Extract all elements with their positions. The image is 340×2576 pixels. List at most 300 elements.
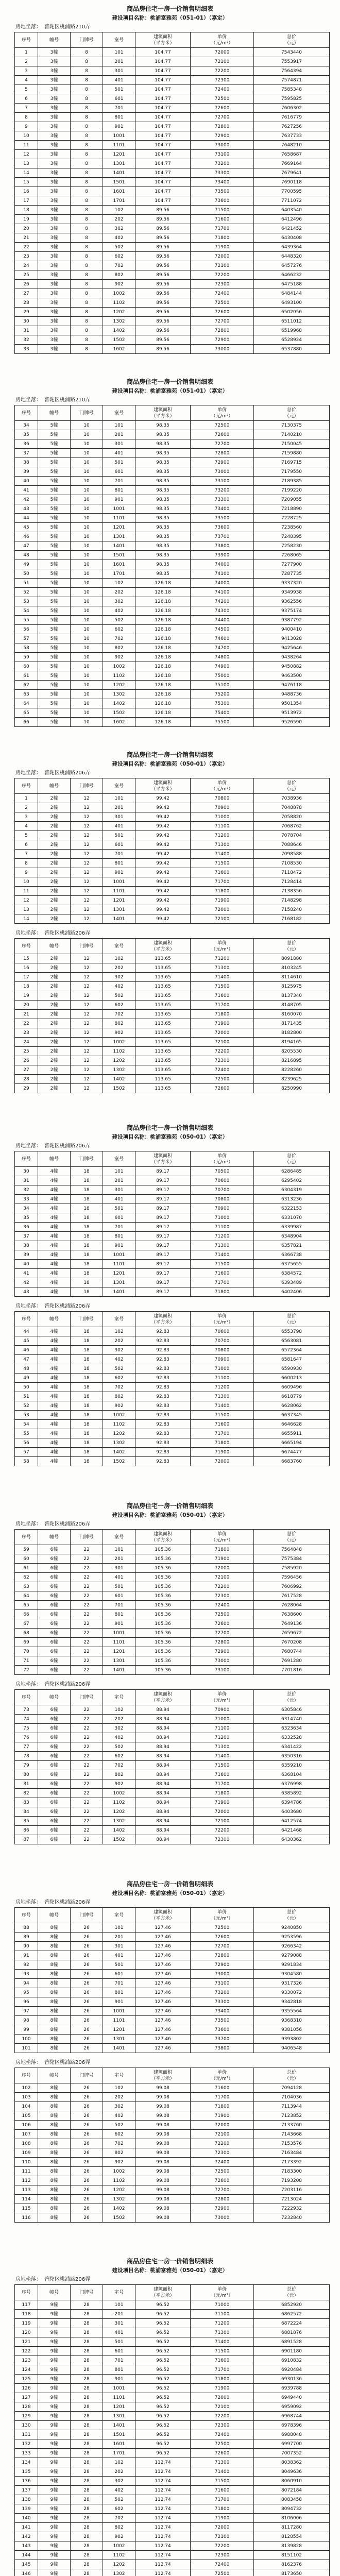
table-row bbox=[15, 2384, 330, 2393]
total-price-cell: 9501354 bbox=[254, 699, 330, 708]
table-row bbox=[15, 588, 330, 597]
table-row bbox=[15, 2167, 330, 2176]
price-list-block bbox=[0, 1501, 340, 1844]
price-table bbox=[14, 778, 330, 924]
total-price-cell: 6466232 bbox=[254, 270, 330, 280]
door-number-cell: 8 bbox=[71, 141, 103, 150]
serial-number-cell: 113 bbox=[15, 2185, 38, 2195]
building-number-cell: 9幢 bbox=[38, 2439, 71, 2449]
serial-number-cell: 126 bbox=[15, 2384, 38, 2393]
building-number-cell: 2幢 bbox=[38, 850, 71, 859]
table-row bbox=[15, 1942, 330, 1951]
building-number-cell: 2幢 bbox=[38, 1056, 71, 1065]
building-number-cell: 9幢 bbox=[38, 2486, 71, 2495]
floor-area-cell: 96.52 bbox=[135, 2430, 191, 2439]
total-price-cell: 9337320 bbox=[254, 579, 330, 588]
serial-number-cell: 50 bbox=[15, 569, 38, 579]
table-row bbox=[15, 1997, 330, 2007]
floor-area-cell: 99.08 bbox=[135, 2167, 191, 2176]
table-row bbox=[15, 1213, 330, 1223]
total-price-cell: 7007352 bbox=[254, 2449, 330, 2458]
room-number-cell: 401 bbox=[103, 2328, 135, 2337]
serial-number-cell: 8 bbox=[15, 859, 38, 868]
building-number-cell: 8幢 bbox=[38, 1970, 71, 1979]
floor-area-cell: 89.17 bbox=[135, 1250, 191, 1260]
table-row bbox=[15, 1960, 330, 1970]
room-number-cell: 401 bbox=[103, 1195, 135, 1204]
room-number-cell: 1301 bbox=[103, 905, 135, 914]
building-number-cell: 3幢 bbox=[38, 215, 71, 224]
door-number-cell: 10 bbox=[71, 671, 103, 681]
unit-price-cell: 72000 bbox=[191, 905, 254, 914]
total-price-cell: 9362556 bbox=[254, 597, 330, 606]
serial-number-cell: 16 bbox=[15, 963, 38, 973]
location-value: 普陀区桃浦路206弄 bbox=[44, 2060, 91, 2065]
unit-price-cell: 71600 bbox=[191, 215, 254, 224]
door-number-cell: 8 bbox=[71, 308, 103, 317]
table-row bbox=[15, 1610, 330, 1619]
serial-number-cell: 105 bbox=[15, 2111, 38, 2121]
column-header: 建筑面积 （平方米） bbox=[135, 2068, 191, 2083]
table-row bbox=[15, 1195, 330, 1204]
table-body bbox=[15, 794, 330, 924]
door-number-cell: 18 bbox=[71, 1278, 103, 1287]
floor-area-cell: 96.52 bbox=[135, 2319, 191, 2328]
building-number-cell: 4幢 bbox=[38, 1346, 71, 1355]
total-price-cell: 8117280 bbox=[254, 2523, 330, 2532]
room-number-cell: 201 bbox=[103, 2310, 135, 2319]
floor-area-cell: 92.83 bbox=[135, 1383, 191, 1392]
serial-number-cell: 25 bbox=[15, 270, 38, 280]
floor-area-cell: 96.52 bbox=[135, 2384, 191, 2393]
table-header bbox=[15, 2068, 330, 2083]
building-number-cell: 5幢 bbox=[38, 541, 71, 551]
column-header: 建筑面积 （平方米） bbox=[135, 1530, 191, 1545]
building-number-cell: 6幢 bbox=[38, 1647, 71, 1656]
building-number-cell: 2幢 bbox=[38, 822, 71, 831]
floor-area-cell: 99.08 bbox=[135, 2111, 191, 2121]
table-row bbox=[15, 523, 330, 532]
door-number-cell: 10 bbox=[71, 523, 103, 532]
floor-area-cell: 89.17 bbox=[135, 1232, 191, 1241]
table-row bbox=[15, 421, 330, 430]
serial-number-cell: 50 bbox=[15, 1383, 38, 1392]
floor-area-cell: 89.56 bbox=[135, 289, 191, 298]
serial-number-cell: 1 bbox=[15, 794, 38, 803]
header-row bbox=[15, 939, 330, 954]
serial-number-cell: 2 bbox=[15, 57, 38, 66]
door-number-cell: 26 bbox=[71, 2121, 103, 2130]
building-number-cell: 6幢 bbox=[38, 1798, 71, 1807]
building-number-cell: 2幢 bbox=[38, 859, 71, 868]
door-number-cell: 28 bbox=[71, 2467, 103, 2477]
total-price-cell: 7133760 bbox=[254, 2121, 330, 2130]
floor-area-cell: 126.18 bbox=[135, 653, 191, 662]
room-number-cell: 502 bbox=[103, 2121, 135, 2130]
price-table bbox=[14, 1907, 330, 2053]
serial-number-cell: 38 bbox=[15, 458, 38, 467]
door-number-cell: 8 bbox=[71, 206, 103, 215]
table-row bbox=[15, 1601, 330, 1610]
room-number-cell: 1301 bbox=[103, 1278, 135, 1287]
unit-price-cell: 72200 bbox=[191, 2139, 254, 2148]
table-row bbox=[15, 2310, 330, 2319]
table-header bbox=[15, 778, 330, 794]
unit-price-cell: 71600 bbox=[191, 2356, 254, 2365]
column-header: 总价 （元） bbox=[254, 778, 330, 794]
floor-area-cell: 113.65 bbox=[135, 954, 191, 963]
unit-price-cell: 71600 bbox=[191, 1770, 254, 1780]
floor-area-cell: 104.77 bbox=[135, 66, 191, 76]
table-row bbox=[15, 896, 330, 905]
building-number-cell: 8幢 bbox=[38, 1988, 71, 1997]
serial-number-cell: 65 bbox=[15, 1601, 38, 1610]
total-price-cell: 6359210 bbox=[254, 1761, 330, 1770]
total-price-cell: 7148298 bbox=[254, 896, 330, 905]
total-price-cell: 7258230 bbox=[254, 541, 330, 551]
table-row bbox=[15, 141, 330, 150]
table-row bbox=[15, 1185, 330, 1195]
floor-area-cell: 99.08 bbox=[135, 2148, 191, 2158]
door-number-cell: 22 bbox=[71, 1638, 103, 1647]
table-row bbox=[15, 335, 330, 345]
building-number-cell: 3幢 bbox=[38, 280, 71, 289]
total-price-cell: 7564394 bbox=[254, 66, 330, 76]
room-number-cell: 802 bbox=[103, 2148, 135, 2158]
column-header: 单价 （元/m²） bbox=[191, 32, 254, 48]
room-number-cell: 602 bbox=[103, 2504, 135, 2514]
serial-number-cell: 6 bbox=[15, 94, 38, 104]
header-row bbox=[15, 2285, 330, 2300]
door-number-cell: 10 bbox=[71, 514, 103, 523]
serial-number-cell: 51 bbox=[15, 1392, 38, 1401]
unit-price-cell: 73700 bbox=[191, 2035, 254, 2044]
table-row bbox=[15, 1336, 330, 1346]
floor-area-cell: 88.94 bbox=[135, 1715, 191, 1724]
building-number-cell: 3幢 bbox=[38, 131, 71, 141]
serial-number-cell: 40 bbox=[15, 1260, 38, 1269]
room-number-cell: 1401 bbox=[103, 1287, 135, 1297]
total-price-cell: 9400410 bbox=[254, 625, 330, 634]
unit-price-cell: 71700 bbox=[191, 1278, 254, 1287]
floor-area-cell: 105.36 bbox=[135, 1582, 191, 1591]
floor-area-cell: 96.52 bbox=[135, 2310, 191, 2319]
building-number-cell: 6幢 bbox=[38, 1705, 71, 1715]
table-row bbox=[15, 1392, 330, 1401]
serial-number-cell: 82 bbox=[15, 1789, 38, 1798]
total-price-cell: 7222932 bbox=[254, 2204, 330, 2213]
serial-number-cell: 80 bbox=[15, 1770, 38, 1780]
building-number-cell: 4幢 bbox=[38, 1411, 71, 1420]
room-number-cell: 1102 bbox=[103, 298, 135, 308]
serial-number-cell: 60 bbox=[15, 1554, 38, 1564]
serial-number-cell: 131 bbox=[15, 2430, 38, 2439]
building-number-cell: 5幢 bbox=[38, 486, 71, 495]
serial-number-cell: 52 bbox=[15, 588, 38, 597]
table-row bbox=[15, 2007, 330, 2016]
floor-area-cell: 104.77 bbox=[135, 57, 191, 66]
door-number-cell: 26 bbox=[71, 2176, 103, 2185]
floor-area-cell: 112.74 bbox=[135, 2541, 191, 2551]
room-number-cell: 1301 bbox=[103, 159, 135, 168]
unit-price-cell: 72900 bbox=[191, 131, 254, 141]
serial-number-cell: 41 bbox=[15, 1269, 38, 1278]
table-row bbox=[15, 1789, 330, 1798]
header-row bbox=[15, 1151, 330, 1167]
building-number-cell: 2幢 bbox=[38, 868, 71, 877]
serial-number-cell: 122 bbox=[15, 2347, 38, 2356]
location-line bbox=[0, 1302, 340, 1311]
building-number-cell: 9幢 bbox=[38, 2532, 71, 2541]
building-number-cell: 2幢 bbox=[38, 1084, 71, 1093]
floor-area-cell: 113.65 bbox=[135, 1028, 191, 1038]
floor-area-cell: 104.77 bbox=[135, 196, 191, 206]
door-number-cell: 28 bbox=[71, 2337, 103, 2347]
unit-price-cell: 72300 bbox=[191, 1591, 254, 1601]
building-number-cell: 8幢 bbox=[38, 2093, 71, 2102]
building-number-cell: 3幢 bbox=[38, 150, 71, 159]
serial-number-cell: 42 bbox=[15, 1278, 38, 1287]
room-number-cell: 701 bbox=[103, 1601, 135, 1610]
building-number-cell: 4幢 bbox=[38, 1204, 71, 1213]
document-title: 商品房住宅一房一价销售明细表 bbox=[126, 378, 213, 385]
total-price-cell: 7596456 bbox=[254, 1573, 330, 1582]
door-number-cell: 18 bbox=[71, 1213, 103, 1223]
unit-price-cell: 72400 bbox=[191, 289, 254, 298]
total-price-cell: 9279088 bbox=[254, 1951, 330, 1960]
column-header: 建筑面积 （平方米） bbox=[135, 1312, 191, 1327]
door-number-cell: 28 bbox=[71, 2365, 103, 2375]
serial-number-cell: 93 bbox=[15, 1970, 38, 1979]
table-header bbox=[15, 1690, 330, 1705]
location-line bbox=[0, 23, 340, 32]
unit-price-cell: 72000 bbox=[191, 1807, 254, 1817]
floor-area-cell: 113.65 bbox=[135, 973, 191, 982]
column-header: 门牌号 bbox=[71, 939, 103, 954]
total-price-cell: 7203116 bbox=[254, 2185, 330, 2195]
floor-area-cell: 105.36 bbox=[135, 1610, 191, 1619]
table-row bbox=[15, 345, 330, 354]
building-number-cell: 3幢 bbox=[38, 113, 71, 122]
building-number-cell: 3幢 bbox=[38, 335, 71, 345]
door-number-cell: 8 bbox=[71, 168, 103, 178]
column-header: 室号 bbox=[103, 2285, 135, 2300]
door-number-cell: 28 bbox=[71, 2384, 103, 2393]
building-number-cell: 4幢 bbox=[38, 1287, 71, 1297]
room-number-cell: 1402 bbox=[103, 699, 135, 708]
column-header: 单价 （元/m²） bbox=[191, 1530, 254, 1545]
door-number-cell: 26 bbox=[71, 2204, 103, 2213]
unit-price-cell: 71600 bbox=[191, 868, 254, 877]
room-number-cell: 501 bbox=[103, 1582, 135, 1591]
column-header: 建筑面积 （平方米） bbox=[135, 1908, 191, 1923]
building-number-cell: 3幢 bbox=[38, 345, 71, 354]
total-price-cell: 7232840 bbox=[254, 2213, 330, 2223]
room-number-cell: 202 bbox=[103, 1336, 135, 1346]
floor-area-cell: 89.17 bbox=[135, 1167, 191, 1176]
door-number-cell: 26 bbox=[71, 1933, 103, 1942]
total-price-cell: 6881876 bbox=[254, 2328, 330, 2337]
serial-number-cell: 135 bbox=[15, 2467, 38, 2477]
table-row bbox=[15, 690, 330, 699]
door-number-cell: 8 bbox=[71, 159, 103, 168]
serial-number-cell: 15 bbox=[15, 954, 38, 963]
table-row bbox=[15, 1761, 330, 1770]
unit-price-cell: 73400 bbox=[191, 504, 254, 514]
unit-price-cell: 72900 bbox=[191, 1960, 254, 1970]
room-number-cell: 601 bbox=[103, 840, 135, 850]
room-number-cell: 301 bbox=[103, 66, 135, 76]
unit-price-cell: 72500 bbox=[191, 1923, 254, 1933]
unit-price-cell: 71300 bbox=[191, 2328, 254, 2337]
room-number-cell: 801 bbox=[103, 859, 135, 868]
unit-price-cell: 71700 bbox=[191, 2093, 254, 2102]
door-number-cell: 8 bbox=[71, 76, 103, 85]
floor-area-cell: 89.56 bbox=[135, 224, 191, 233]
table-row bbox=[15, 718, 330, 727]
serial-number-cell: 12 bbox=[15, 896, 38, 905]
unit-price-cell: 70900 bbox=[191, 1705, 254, 1715]
table-row bbox=[15, 159, 330, 168]
building-number-cell: 3幢 bbox=[38, 159, 71, 168]
floor-area-cell: 99.42 bbox=[135, 840, 191, 850]
serial-number-cell: 53 bbox=[15, 597, 38, 606]
table-row bbox=[15, 2430, 330, 2439]
table-row bbox=[15, 708, 330, 718]
room-number-cell: 601 bbox=[103, 1591, 135, 1601]
room-number-cell: 501 bbox=[103, 1204, 135, 1213]
unit-price-cell: 72100 bbox=[191, 1038, 254, 1047]
room-number-cell: 702 bbox=[103, 261, 135, 270]
building-number-cell: 5幢 bbox=[38, 439, 71, 449]
unit-price-cell: 70800 bbox=[191, 794, 254, 803]
door-number-cell: 12 bbox=[71, 954, 103, 963]
door-number-cell: 26 bbox=[71, 2167, 103, 2176]
building-number-cell: 9幢 bbox=[38, 2347, 71, 2356]
total-price-cell: 8091880 bbox=[254, 954, 330, 963]
unit-price-cell: 72500 bbox=[191, 421, 254, 430]
door-number-cell: 8 bbox=[71, 335, 103, 345]
floor-area-cell: 89.17 bbox=[135, 1269, 191, 1278]
building-number-cell: 6幢 bbox=[38, 1780, 71, 1789]
table-row bbox=[15, 1364, 330, 1374]
building-number-cell: 2幢 bbox=[38, 1028, 71, 1038]
door-number-cell: 8 bbox=[71, 94, 103, 104]
building-number-cell: 3幢 bbox=[38, 308, 71, 317]
door-number-cell: 26 bbox=[71, 2007, 103, 2016]
floor-area-cell: 89.56 bbox=[135, 252, 191, 261]
unit-price-cell: 71800 bbox=[191, 1010, 254, 1019]
unit-price-cell: 72800 bbox=[191, 449, 254, 458]
serial-number-cell: 29 bbox=[15, 1084, 38, 1093]
door-number-cell: 18 bbox=[71, 1429, 103, 1438]
serial-number-cell: 75 bbox=[15, 1724, 38, 1733]
room-number-cell: 501 bbox=[103, 458, 135, 467]
column-header: 序号 bbox=[15, 1908, 38, 1923]
unit-price-cell: 72400 bbox=[191, 2158, 254, 2167]
building-number-cell: 8幢 bbox=[38, 2204, 71, 2213]
room-number-cell: 102 bbox=[103, 579, 135, 588]
floor-area-cell: 126.18 bbox=[135, 662, 191, 671]
floor-area-cell: 89.17 bbox=[135, 1204, 191, 1213]
total-price-cell: 7173392 bbox=[254, 2158, 330, 2167]
column-header: 总价 （元） bbox=[254, 405, 330, 421]
building-number-cell: 8幢 bbox=[38, 2025, 71, 2035]
table-row bbox=[15, 532, 330, 541]
table-row bbox=[15, 150, 330, 159]
floor-area-cell: 127.46 bbox=[135, 2035, 191, 2044]
room-number-cell: 701 bbox=[103, 850, 135, 859]
table-row bbox=[15, 2402, 330, 2412]
unit-price-cell: 74000 bbox=[191, 560, 254, 569]
building-number-cell: 4幢 bbox=[38, 1269, 71, 1278]
door-number-cell: 8 bbox=[71, 233, 103, 243]
total-price-cell: 7104036 bbox=[254, 2093, 330, 2102]
door-number-cell: 12 bbox=[71, 794, 103, 803]
total-price-cell: 6448320 bbox=[254, 252, 330, 261]
door-number-cell: 8 bbox=[71, 280, 103, 289]
table-header bbox=[15, 1312, 330, 1327]
door-number-cell: 12 bbox=[71, 840, 103, 850]
table-row bbox=[15, 2195, 330, 2204]
serial-number-cell: 27 bbox=[15, 289, 38, 298]
building-number-cell: 6幢 bbox=[38, 1610, 71, 1619]
floor-area-cell: 112.74 bbox=[135, 2458, 191, 2467]
table-row bbox=[15, 1554, 330, 1564]
building-number-cell: 8幢 bbox=[38, 2185, 71, 2195]
door-number-cell: 26 bbox=[71, 2139, 103, 2148]
table-row bbox=[15, 2541, 330, 2551]
total-price-cell: 7143668 bbox=[254, 2130, 330, 2139]
table-row bbox=[15, 2356, 330, 2365]
room-number-cell: 701 bbox=[103, 2356, 135, 2365]
total-price-cell: 9450882 bbox=[254, 662, 330, 671]
location-label: 房地坐落： bbox=[15, 1521, 41, 1527]
serial-number-cell: 36 bbox=[15, 1223, 38, 1232]
total-price-cell: 6930136 bbox=[254, 2375, 330, 2384]
table-row bbox=[15, 252, 330, 261]
location-line bbox=[0, 1142, 340, 1151]
room-number-cell: 901 bbox=[103, 2375, 135, 2384]
total-price-cell: 9488736 bbox=[254, 690, 330, 699]
room-number-cell: 501 bbox=[103, 2337, 135, 2347]
floor-area-cell: 104.77 bbox=[135, 76, 191, 85]
table-row bbox=[15, 905, 330, 914]
door-number-cell: 8 bbox=[71, 104, 103, 113]
door-number-cell: 26 bbox=[71, 2111, 103, 2121]
column-header: 总价 （元） bbox=[254, 32, 330, 48]
floor-area-cell: 127.46 bbox=[135, 2025, 191, 2035]
door-number-cell: 12 bbox=[71, 973, 103, 982]
serial-number-cell: 34 bbox=[15, 421, 38, 430]
building-number-cell: 8幢 bbox=[38, 2007, 71, 2016]
total-price-cell: 7169715 bbox=[254, 458, 330, 467]
unit-price-cell: 71900 bbox=[191, 2111, 254, 2121]
serial-number-cell: 119 bbox=[15, 2319, 38, 2328]
serial-number-cell: 56 bbox=[15, 625, 38, 634]
building-number-cell: 8幢 bbox=[38, 1923, 71, 1933]
door-number-cell: 10 bbox=[71, 681, 103, 690]
serial-number-cell: 23 bbox=[15, 252, 38, 261]
unit-price-cell: 72100 bbox=[191, 1573, 254, 1582]
unit-price-cell: 72500 bbox=[191, 1075, 254, 1084]
building-number-cell: 5幢 bbox=[38, 606, 71, 616]
unit-price-cell: 71800 bbox=[191, 1287, 254, 1297]
door-number-cell: 10 bbox=[71, 449, 103, 458]
building-number-cell: 3幢 bbox=[38, 317, 71, 326]
table-row bbox=[15, 449, 330, 458]
table-row bbox=[15, 2185, 330, 2195]
